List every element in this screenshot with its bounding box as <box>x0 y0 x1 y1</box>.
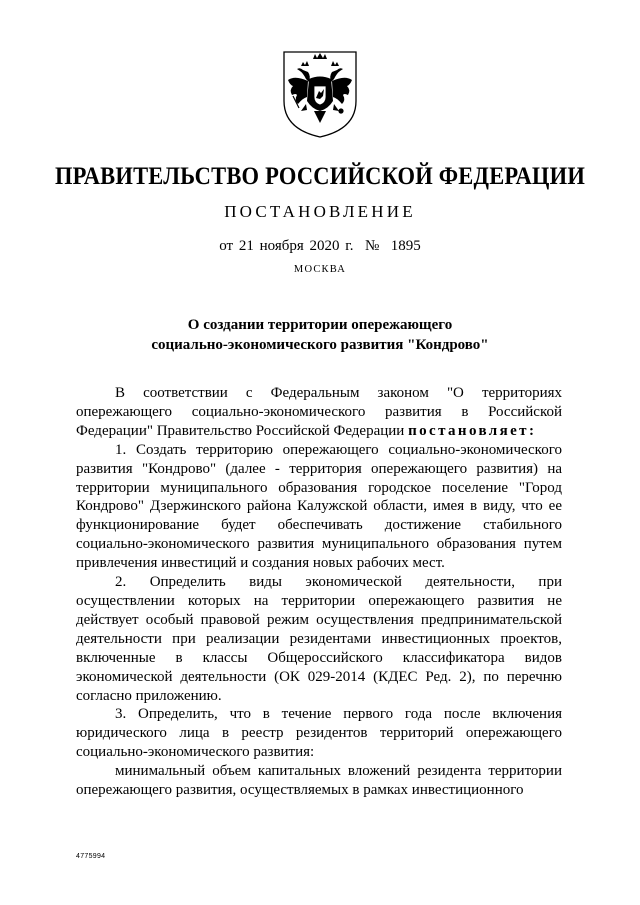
coat-of-arms-emblem <box>281 49 359 139</box>
paragraph-item-2: 2. Определить виды экономической деятельности, при осуществлении которых на территории опережающего развития не действует особый правовой режим осуществления предпринимательской деятельности при реализации резидентами инвестиционных проектов, включенные в классы Общероссийского классификатора видов экономической деятельности (ОК 029-2014 (КДЕС Ред. 2), по перечню согласно приложению. <box>76 574 562 704</box>
number-sign: № <box>364 238 380 254</box>
document-number: 1895 <box>390 238 421 254</box>
date-number-line <box>0 238 640 255</box>
document-type: ПОСТАНОВЛЕНИЕ <box>224 202 416 221</box>
document-body <box>76 384 562 800</box>
government-title: ПРАВИТЕЛЬСТВО РОССИЙСКОЙ ФЕДЕРАЦИИ <box>54 161 586 190</box>
document-date: 21 ноября 2020 г. <box>238 238 354 254</box>
preamble-text: В соответствии с Федеральным законом "О территориях опережающего социально-экономического развития в Российской Федерации" Правительство Российской Федерации <box>76 385 562 439</box>
paragraph-item-1: 1. Создать территорию опережающего социально-экономического развития "Кондрово" (далее - территория опережающего развития) на территории муниципального образования городское поселение "Город Кондрово" Дзержинского района Калужской области, имея в виду, что ее функционирование будет обеспечивать достижение стабильного социально-экономического развития муниципального образования путем привлечения инвестиций и создания новых рабочих мест. <box>76 441 562 572</box>
paragraph-subitem: минимальный объем капитальных вложений резидента территории опережающего развития, осуществляемых в рамках инвестиционного <box>76 763 562 799</box>
document-code: 4775994 <box>76 853 106 860</box>
paragraph-item-3: 3. Определить, что в течение первого года после включения юридического лица в реестр резидентов территорий опережающего социально-экономического развития: <box>76 706 562 761</box>
heading-line-1: О создании территории опережающего <box>187 317 453 333</box>
date-prefix: от <box>219 238 234 254</box>
resolution-verb: постановляет: <box>408 422 537 439</box>
preamble-paragraph <box>76 384 562 441</box>
city: МОСКВА <box>293 264 347 275</box>
document-heading <box>0 315 640 355</box>
heading-line-2: социально-экономического развития "Кондрово" <box>151 337 489 353</box>
